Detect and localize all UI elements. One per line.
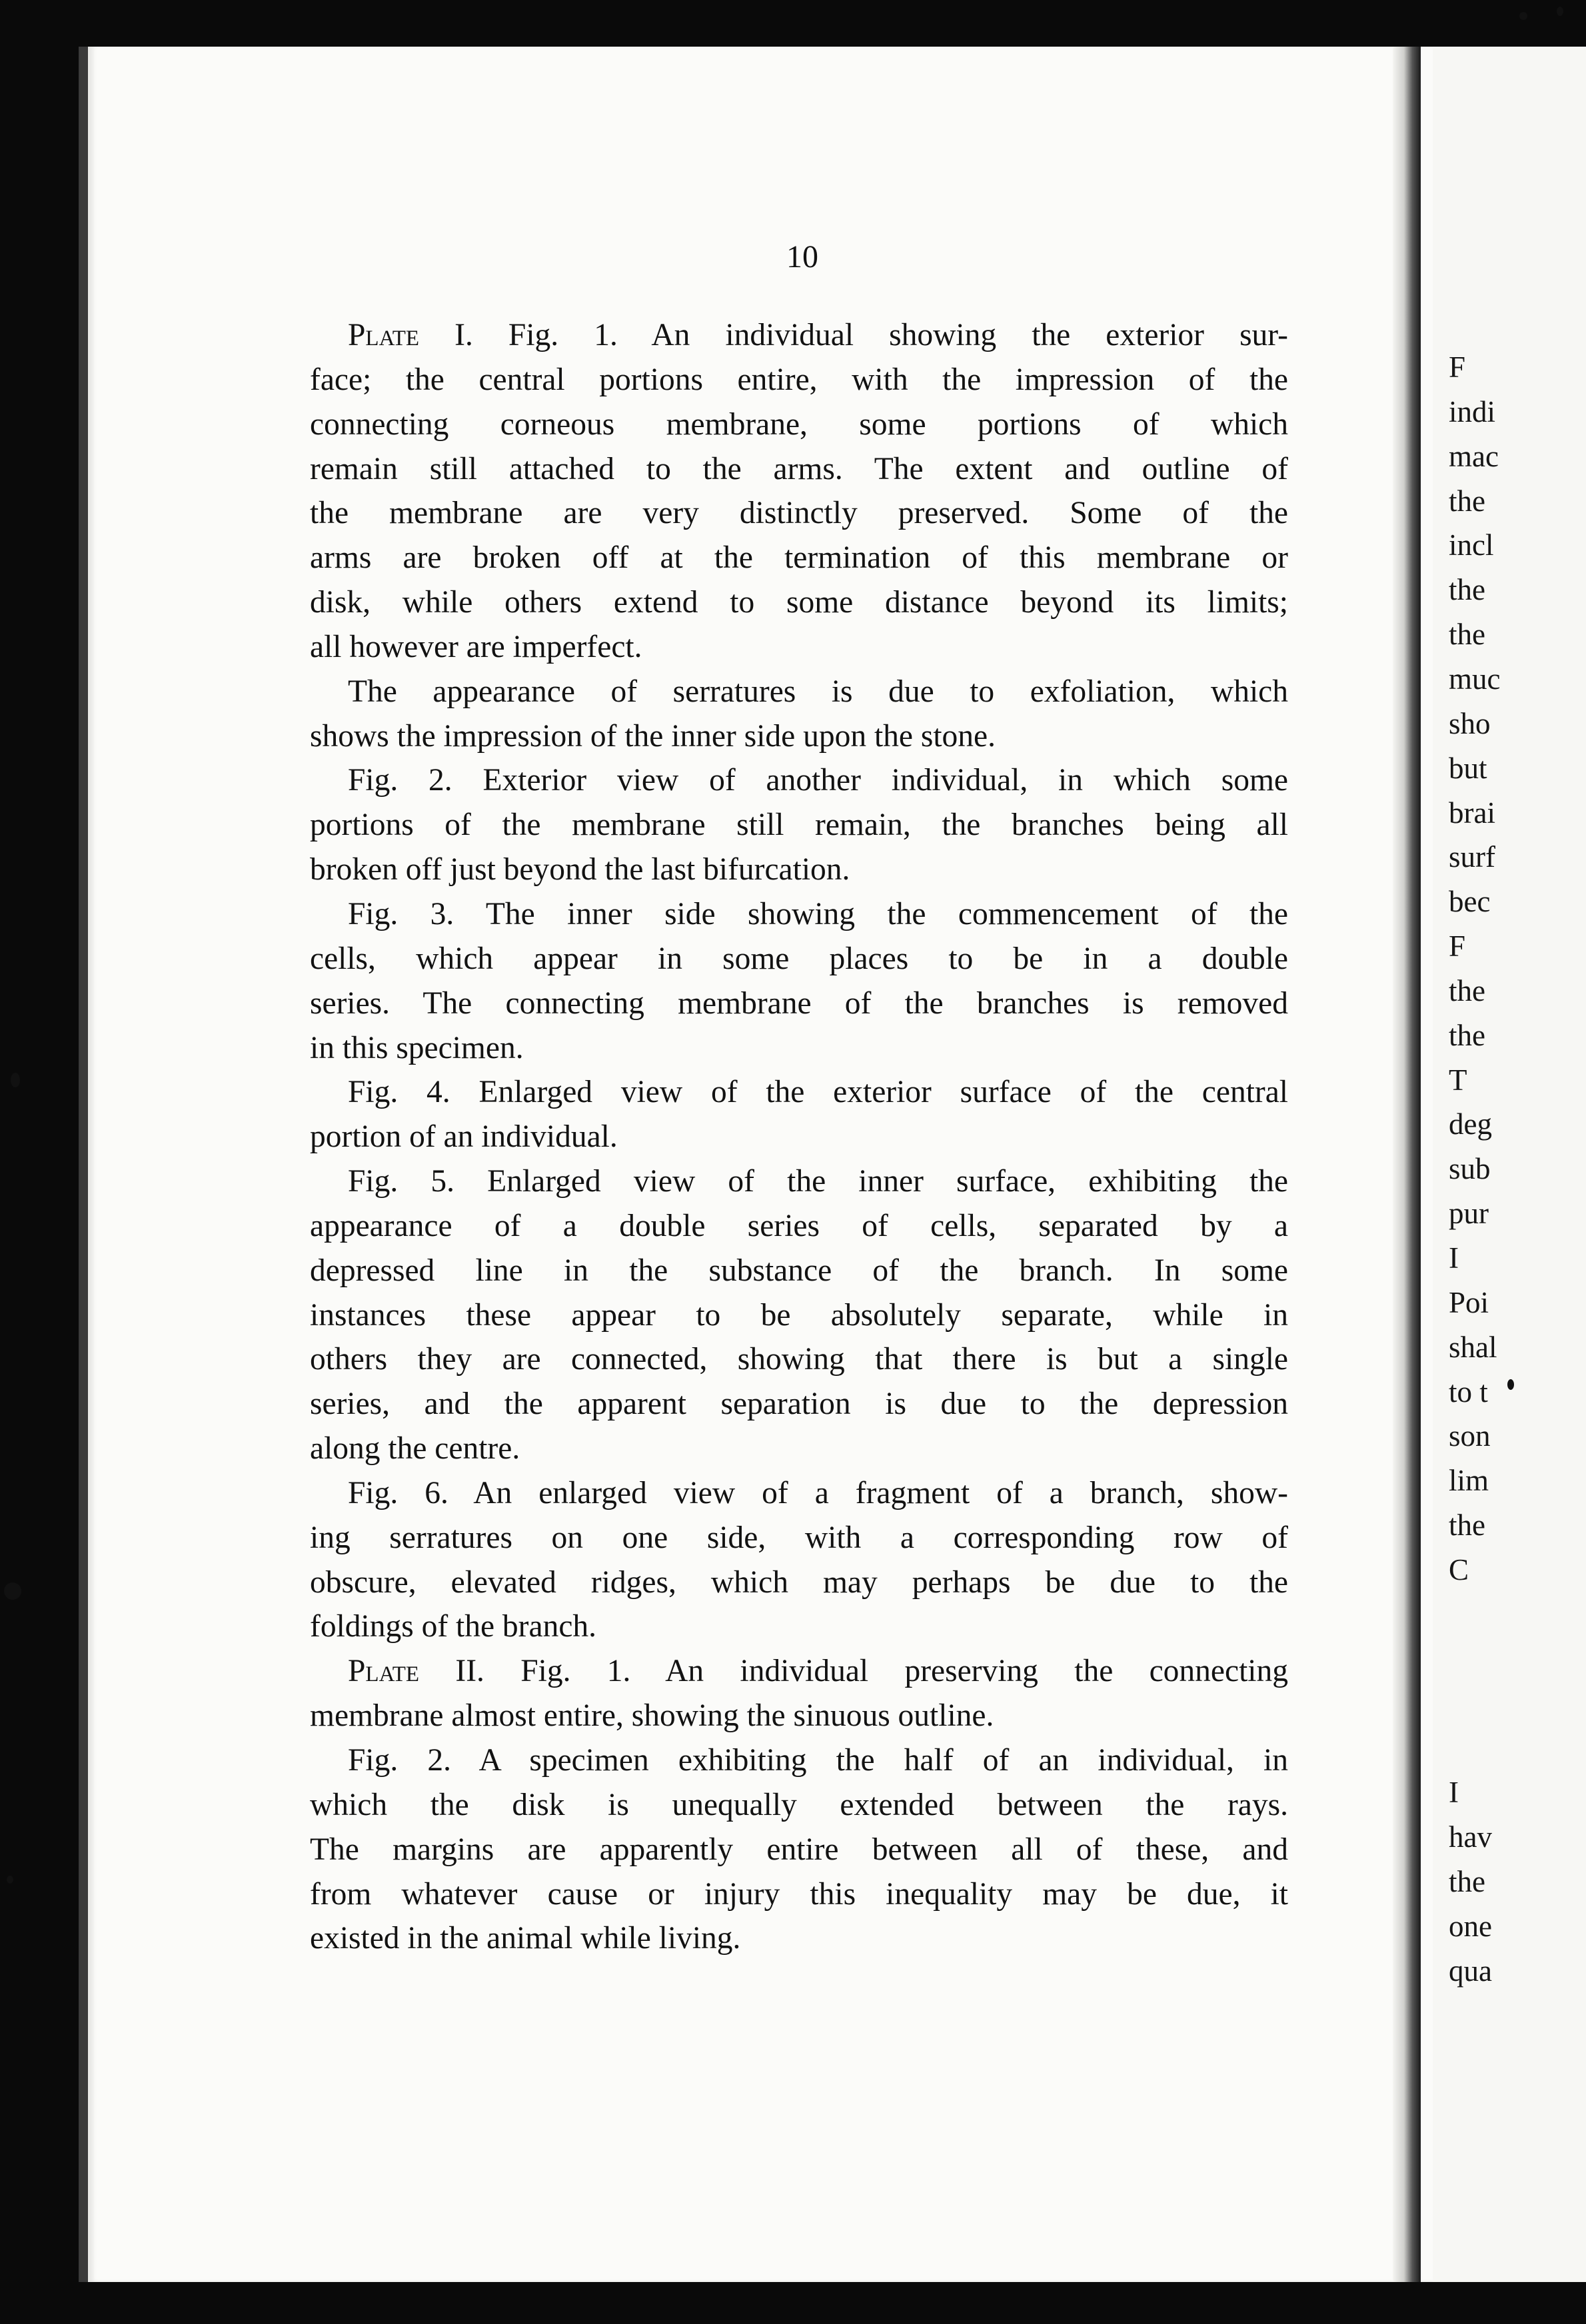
facing-page-fragment: F bbox=[1449, 350, 1466, 384]
text-segment: The appearance of serratures is due to exfoliation, which bbox=[348, 674, 1288, 709]
facing-page-fragment: surf bbox=[1449, 840, 1495, 874]
text-line bbox=[310, 1649, 1288, 1694]
text-segment: Fig. 2. Exterior view of another individual, in which some bbox=[348, 763, 1288, 798]
text-line bbox=[310, 402, 1288, 447]
text-line bbox=[310, 1204, 1288, 1249]
text-segment: Fig. 4. Enlarged view of the exterior surface of the central bbox=[348, 1075, 1288, 1110]
facing-page-fragment: T bbox=[1449, 1063, 1467, 1097]
text-segment: portions of the membrane still remain, the branches being all bbox=[310, 808, 1288, 843]
facing-page-fragment: hav bbox=[1449, 1820, 1492, 1854]
binding-gutter bbox=[1393, 47, 1421, 2282]
text-line bbox=[310, 1427, 1288, 1471]
text-line bbox=[310, 358, 1288, 402]
text-line bbox=[310, 1249, 1288, 1293]
text-line bbox=[310, 1694, 1288, 1738]
text-segment: which the disk is unequally extended between the rays. bbox=[310, 1787, 1288, 1822]
facing-page-fragment: mac bbox=[1449, 439, 1499, 473]
text-segment: in this specimen. bbox=[310, 1030, 524, 1065]
text-segment: Fig. 5. Enlarged view of the inner surface, exhibiting the bbox=[348, 1164, 1288, 1199]
text-line bbox=[310, 1382, 1288, 1427]
facing-page-fragment: Poi bbox=[1449, 1285, 1489, 1319]
text-line bbox=[310, 1872, 1288, 1917]
text-segment: the membrane are very distinctly preserved. Some of the bbox=[310, 496, 1288, 531]
text-line bbox=[310, 491, 1288, 536]
text-segment: others they are connected, showing that there is but a single bbox=[310, 1342, 1288, 1377]
text-segment: face; the central portions entire, with the impression of the bbox=[310, 362, 1288, 397]
text-segment: I. Fig. 1. An individual showing the exterior sur- bbox=[419, 318, 1288, 352]
scan-speck bbox=[7, 1876, 13, 1884]
facing-page-fragment: sub bbox=[1449, 1152, 1491, 1186]
text-segment: obscure, elevated ridges, which may perhaps be due to the bbox=[310, 1564, 1288, 1600]
text-line bbox=[310, 625, 1288, 670]
text-segment: appearance of a double series of cells, separated by a bbox=[310, 1208, 1288, 1243]
facing-page-fragment: lim bbox=[1449, 1464, 1489, 1498]
text-segment: all however are imperfect. bbox=[310, 629, 642, 664]
plate-heading: Plate bbox=[348, 1654, 420, 1689]
facing-page-fragment: the bbox=[1449, 573, 1485, 607]
text-line bbox=[310, 447, 1288, 492]
text-line bbox=[310, 1783, 1288, 1828]
facing-page-fragment: pur bbox=[1449, 1197, 1489, 1231]
text-line bbox=[310, 758, 1288, 803]
text-line bbox=[310, 1516, 1288, 1560]
text-segment: Fig. 6. An enlarged view of a fragment of a branch, show- bbox=[348, 1475, 1288, 1510]
facing-page-fragment: the bbox=[1449, 618, 1485, 652]
text-segment: remain still attached to the arms. The extent and outline of bbox=[310, 451, 1288, 486]
facing-page-fragment: the bbox=[1449, 973, 1485, 1007]
scan-speck bbox=[1557, 7, 1563, 16]
facing-page-fragment: to t bbox=[1449, 1375, 1488, 1409]
text-line bbox=[310, 1293, 1288, 1338]
text-segment: from whatever cause or injury this inequality may be due, it bbox=[310, 1876, 1288, 1912]
facing-page-fragment: sho bbox=[1449, 706, 1491, 740]
text-segment: arms are broken off at the termination of this membrane or bbox=[310, 540, 1288, 576]
facing-page-fragment: C bbox=[1449, 1552, 1469, 1586]
text-line bbox=[310, 981, 1288, 1026]
text-line bbox=[310, 1471, 1288, 1516]
facing-page-fragment: the bbox=[1449, 1864, 1485, 1898]
facing-page-fragment: I bbox=[1449, 1776, 1459, 1810]
text-segment: cells, which appear in some places to be in a double bbox=[310, 941, 1288, 976]
text-line bbox=[310, 1560, 1288, 1605]
scan-speck bbox=[1507, 1379, 1514, 1390]
facing-page-fragment: qua bbox=[1449, 1954, 1492, 1988]
facing-page-fragment: bec bbox=[1449, 885, 1491, 919]
text-line bbox=[310, 536, 1288, 580]
text-segment: Fig. 3. The inner side showing the commencement of the bbox=[348, 896, 1288, 931]
facing-page-fragment: shal bbox=[1449, 1330, 1497, 1364]
text-line bbox=[310, 1738, 1288, 1783]
text-line bbox=[310, 714, 1288, 759]
text-line bbox=[310, 1916, 1288, 1961]
text-segment: Fig. 2. A specimen exhibiting the half of an individual, in bbox=[348, 1743, 1288, 1778]
facing-page-fragment: but bbox=[1449, 751, 1487, 785]
text-segment: membrane almost entire, showing the sinuous outline. bbox=[310, 1698, 994, 1734]
text-segment: disk, while others extend to some distance beyond its limits; bbox=[310, 585, 1288, 620]
facing-page-fragment: brai bbox=[1449, 796, 1495, 830]
text-line bbox=[310, 1604, 1288, 1649]
text-segment: connecting corneous membrane, some portions of which bbox=[310, 406, 1288, 442]
text-segment: portion of an individual. bbox=[310, 1119, 618, 1155]
text-line bbox=[310, 803, 1288, 848]
text-segment: depressed line in the substance of the branch. In some bbox=[310, 1253, 1288, 1288]
text-segment: along the centre. bbox=[310, 1431, 520, 1466]
facing-page-fragment: the bbox=[1449, 1508, 1485, 1542]
text-line bbox=[310, 670, 1288, 714]
text-line bbox=[310, 580, 1288, 625]
facing-page-fragment: the bbox=[1449, 484, 1485, 518]
text-line bbox=[310, 1828, 1288, 1872]
text-line bbox=[310, 1026, 1288, 1071]
text-segment: series. The connecting membrane of the branches is removed bbox=[310, 985, 1288, 1021]
facing-page bbox=[1433, 47, 1586, 2282]
text-segment: foldings of the branch. bbox=[310, 1609, 597, 1644]
page-number: 10 bbox=[786, 239, 818, 275]
facing-page-fragment: I bbox=[1449, 1241, 1459, 1275]
text-line bbox=[310, 1115, 1288, 1159]
scan-speck bbox=[4, 1582, 21, 1600]
text-segment: existed in the animal while living. bbox=[310, 1921, 741, 1956]
text-segment: broken off just beyond the last bifurcation. bbox=[310, 852, 850, 887]
text-segment: ing serratures on one side, with a corresponding row of bbox=[310, 1520, 1288, 1555]
text-line bbox=[310, 313, 1288, 358]
text-line bbox=[310, 937, 1288, 981]
text-line bbox=[310, 1070, 1288, 1115]
text-line bbox=[310, 892, 1288, 937]
body-text bbox=[310, 313, 1288, 1961]
text-line bbox=[310, 848, 1288, 892]
facing-page-fragment: incl bbox=[1449, 528, 1494, 562]
text-segment: instances these appear to be absolutely separate, while in bbox=[310, 1297, 1288, 1333]
facing-page-fragment: deg bbox=[1449, 1107, 1492, 1141]
text-line bbox=[310, 1159, 1288, 1204]
facing-page-fragment: son bbox=[1449, 1419, 1491, 1453]
text-segment: shows the impression of the inner side upon the stone. bbox=[310, 718, 996, 754]
text-segment: II. Fig. 1. An individual preserving the connecting bbox=[419, 1654, 1288, 1689]
text-segment: The margins are apparently entire between all of these, and bbox=[310, 1832, 1288, 1867]
scan-speck bbox=[1519, 12, 1527, 20]
plate-heading: Plate bbox=[348, 318, 420, 352]
facing-page-fragment: the bbox=[1449, 1018, 1485, 1052]
facing-page-fragment: one bbox=[1449, 1909, 1492, 1943]
text-segment: series, and the apparent separation is due to the depression bbox=[310, 1387, 1288, 1422]
facing-page-fragment: F bbox=[1449, 929, 1466, 963]
facing-page-fragment: indi bbox=[1449, 394, 1496, 428]
text-line bbox=[310, 1337, 1288, 1382]
facing-page-fragment: muc bbox=[1449, 662, 1501, 696]
scan-speck bbox=[11, 1073, 20, 1087]
